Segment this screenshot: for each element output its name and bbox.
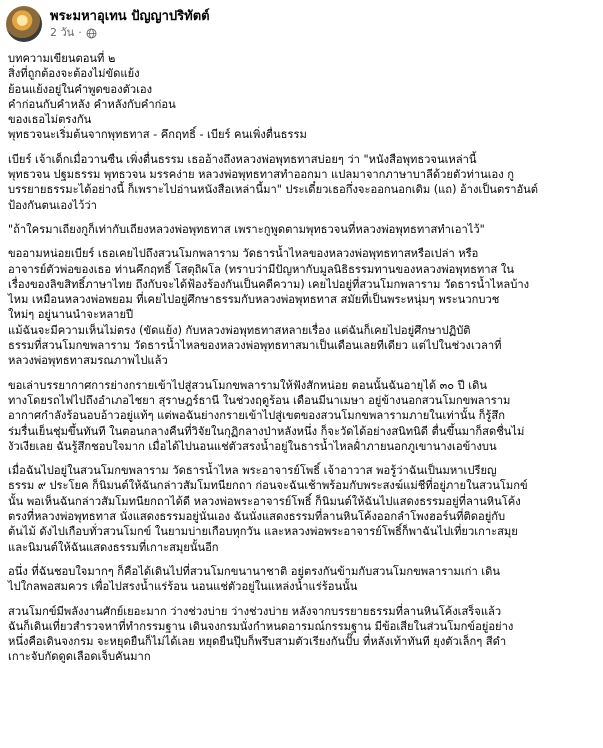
post-text-line: ของเธอไม่ตรงกัน (8, 113, 92, 127)
post-text-line: เบียร์ เจ้าเด็กเมื่อวานซืน เพิ่งตื่นธรรม เธออ้างถึงหลวงพ่อพุทธทาสบ่อยๆ ว่า "หนังสือพุทธวจนเหล่านี้ (8, 152, 477, 166)
post-body (8, 51, 597, 665)
post-text-line: อาจารย์ตัวพ่อของเธอ ท่านคึกฤทธิ์ โสตุถิผโล (ทราบว่ามีปัญหากับมูลนิธิธรรมทานของหลวงพ่อพุทธทาส ใน (8, 262, 514, 276)
post-text-line: สิ่งที่ถูกต้องจะต้องไม่ขัดแย้ง (8, 67, 140, 81)
post-text-line: บทความเขียนตอนที่ ๒ (8, 52, 116, 65)
post-text-line: บรรยายธรรมะได้อย่างนี้ ก็เพราะไปอ่านหนังสือเหล่านี้มา" ประเดี๋ยวเธอกึ่งจะออกนอกเดิม (แถ) อ้างเป็นตราอันต์ (8, 183, 539, 197)
separator-dot: · (78, 26, 82, 39)
post-text-line: ขอเล่าบรรยากาศการย่างกรายเข้าไปสู่สวนโมกขพลารามให้ฟังสักหน่อย ตอนนั้นฉันอายุได้ ๓๐ ปี เดิน (8, 378, 487, 392)
paragraph-gap (8, 454, 597, 463)
post-paragraph (8, 51, 597, 143)
post-meta (50, 8, 210, 40)
post-paragraph (8, 222, 597, 237)
post-paragraph (8, 378, 597, 454)
post-text-line: เมื่อฉันไปอยู่ในสวนโมกขพลาราม วัดธารน้ำไหล พระอาจารย์โพธิ์ เจ้าอาวาส พอรู้ว่าฉันเป็นมหาเปรียญ (8, 464, 497, 478)
paragraph-gap (8, 213, 597, 222)
post-paragraph (8, 152, 597, 213)
author-avatar[interactable] (6, 6, 42, 42)
paragraph-gap (8, 555, 597, 564)
post-text-line: หลวงพ่อพุทธทาสมรณภาพไปแล้ว (8, 354, 168, 368)
post-text-line: และนิมนต์ให้ฉันแสดงธรรมที่เกาะสมุยนั้นอีก (8, 540, 219, 554)
post-text-line: ย้อนแย้งอยู่ในคำพูดของตัวเอง (8, 82, 153, 96)
post-subline (50, 26, 210, 40)
post-text-line: ฉันก็เดินเที่ยวสำรวจหาที่ทำกรรมฐาน เดินจงกรมนั่งกำหนดอารมณ์กรรมฐาน มีข้อเสียในส่วนโมกข์อยู่อย่าง (8, 619, 514, 633)
post-text-line: ตรงที่หลวงพ่อพุทธทาส นั่งแสดงธรรมอยู่นั่นเอง ฉันนั่งแสดงธรรมที่ลานหินโค้งออกลำโพงฮอร์นที่ติดอยู่กับ (8, 510, 506, 524)
post-text-line: สวนโมกข์มีพลังงานศักย์เยอะมาก ว่างช่วงบ่าย ว่างช่วงบ่าย หลังจากบรรยายธรรมที่ลานหินโค้งเสร็จแล้ว (8, 604, 502, 618)
post-text-line: ป้องกันตนเองไว้ว่า (8, 198, 97, 212)
author-name[interactable]: พระมหาอุเทน ปัญญาปริทัตต์ (50, 9, 210, 24)
post-text-line: "ถ้าใครมาเถียงกูก็เท่ากับเถียงหลวงพ่อพุทธทาส เพราะกูพูดตามพุทธวจนที่หลวงพ่อพุทธทาสทำเอาไว้" (8, 222, 485, 236)
post-text-line: พุทธวจน ปฐมธรรม พุทธวจน มรรคง่าย หลวงพ่อพุทธทาสทำออกมา แปลมาจากภาษาบาลีด้วยตัวท่านเอง กู (8, 168, 515, 182)
post-text-line: เกาะจับกัดดูดเลือดเจ็บคันมาก (8, 650, 151, 664)
post-text-line: เรื่องของลิขสิทธิ์ภาษาไทย ถึงกับจะได้ฟ้องร้องกันเป็นคดีความ) เคยไปอยู่ที่สวนโมกพลาราม วัดธารน้ำไหลบ้าง (8, 277, 530, 291)
post-text-line: หนึ่งคือเดินจงกรม จะหยุดยืนก็ไม่ได้เลย หยุดยืนปุ๊บก็พรึบสามตัวเรียงกันปั๊บ ที่หลังเท้าทันที ยุงตัวเล็กๆ สีดำ (8, 635, 507, 649)
post-text-line: แม้ฉันจะมีความเห็นไม่ตรง (ขัดแย้ง) กับหลวงพ่อพุทธทาสหลายเรื่อง แต่ฉันก็เคยไปอยู่ศึกษาปฏิบัติ (8, 323, 471, 337)
post-text-line: อากาศกำลังร้อนอบอ้าวอยู่แท้ๆ แต่พอฉันย่างกรายเข้าไปสู่เขตของสวนโมกขพลารามภายในเท่านั้น ก็รู้สึก (8, 409, 506, 423)
post-text-line: งัวเงียเลย ฉันรู้สึกชอบใจมาก เมื่อได้ไปนอนแช่ตัวสรงน้ำอยู่ในธารน้ำไหลฝ่ำภายนอกภูเขานางเอข้างบน (8, 439, 497, 453)
paragraph-gap (8, 595, 597, 604)
post-text-line: ทางโดยรถไฟไปถึงอำเภอไชยา สุราษฎร์ธานี ในช่วงฤดูร้อน เดือนมีนาเมษา อยู่ข้างนอกสวนโมกขพลาราม (8, 393, 511, 407)
post-text-line: ไปใกลพอสมควร เพื่อไปสรงน้ำแร่ร้อน นอนแช่ตัวอยู่ในแหล่งน้ำแร่ร้อนนั้น (8, 580, 358, 594)
post-paragraph (8, 463, 597, 555)
post-timestamp[interactable]: 2 วัน (50, 26, 75, 39)
paragraph-gap (8, 237, 597, 246)
post-paragraph (8, 564, 597, 595)
post-text-line: ใหม่ๆ อยู่นานนำจะหลายปี (8, 308, 134, 322)
post-text-line: ไหม เหมือนหลวงพ่อพยอม ที่เคยไปอยู่ศึกษาธรรมกับหลวงพ่อพุทธทาส สมัยที่เป็นพระหนุ่มๆ พระนวกบวช (8, 293, 500, 307)
post-text-line: นั้น พอเห็นฉันกล่าวสัมโมทนียกถาได้ดี หลวงพ่อพระอาจารย์โพธิ์ ก็นิมนต์ให้ฉันไปแสดงธรรมอยู่ที่ลานหินโค้ง (8, 494, 521, 508)
post-text-line: ต้นไม้ ดังไปเกือบทั่วสวนโมกข์ ในยามบ่ายเกือบทุกวัน และหลวงพ่อพระอาจารย์โพธิ์ก็พาฉันไปเที่ยวเกาะสมุย (8, 525, 518, 539)
post-paragraph (8, 604, 597, 665)
paragraph-gap (8, 369, 597, 378)
post-text-line: คำก่อนกับคำหลัง คำหลังกับคำก่อน (8, 97, 176, 111)
post-text-line: อนึ่ง ที่ฉันชอบใจมากๆ ก็คือได้เดินไปที่สวนโมกขนานาชาติ อยู่ตรงกันข้ามกับสวนโมกขพลารามเก่า เดิน (8, 564, 500, 578)
globe-icon[interactable] (86, 28, 97, 39)
post-header (8, 0, 597, 46)
paragraph-gap (8, 143, 597, 152)
post-text-line: ธรรมที่สวนโมกขพลาราม วัดธารน้ำไหลของหลวงพ่อพุทธทาสมาเป็นเดือนเลยทีเดียว แต่ไปในช่วงเวลาที่ (8, 339, 502, 353)
post-text-line: ขออามหน่อยเบียร์ เธอเคยไปถึงสวนโมกพลาราม วัดธารน้ำไหลของหลวงพ่อพุทธทาสหรือเปล่า หรือ (8, 247, 479, 261)
post-text-line: ธรรม ๙ ประโยค ก็นิมนต์ให้ฉันกล่าวสัมโมทนียกถา ก่อนจะฉันเช้าพร้อมกับพระสงฆ์แม่ชีที่อยู่ภายในสวนโมกข์ (8, 479, 528, 493)
post-paragraph (8, 246, 597, 368)
post-text-line: พุทธวจนะเริ่มต้นจากพุทธทาส - คึกฤทธิ์ - เบียร์ คนเพิ่งตื่นธรรม (8, 128, 307, 142)
post-text-line: ร่มรื่นเย็นชุ่มขึ้นทันที ในตอนกลางคืนที่วิจัยในกุฏิกลางป่าหลังหนึ่ง ก็จะวัดได้อย่างสนิทนิดี ตื่นขึ้นมาก็สดชื่นไม่ (8, 424, 525, 438)
